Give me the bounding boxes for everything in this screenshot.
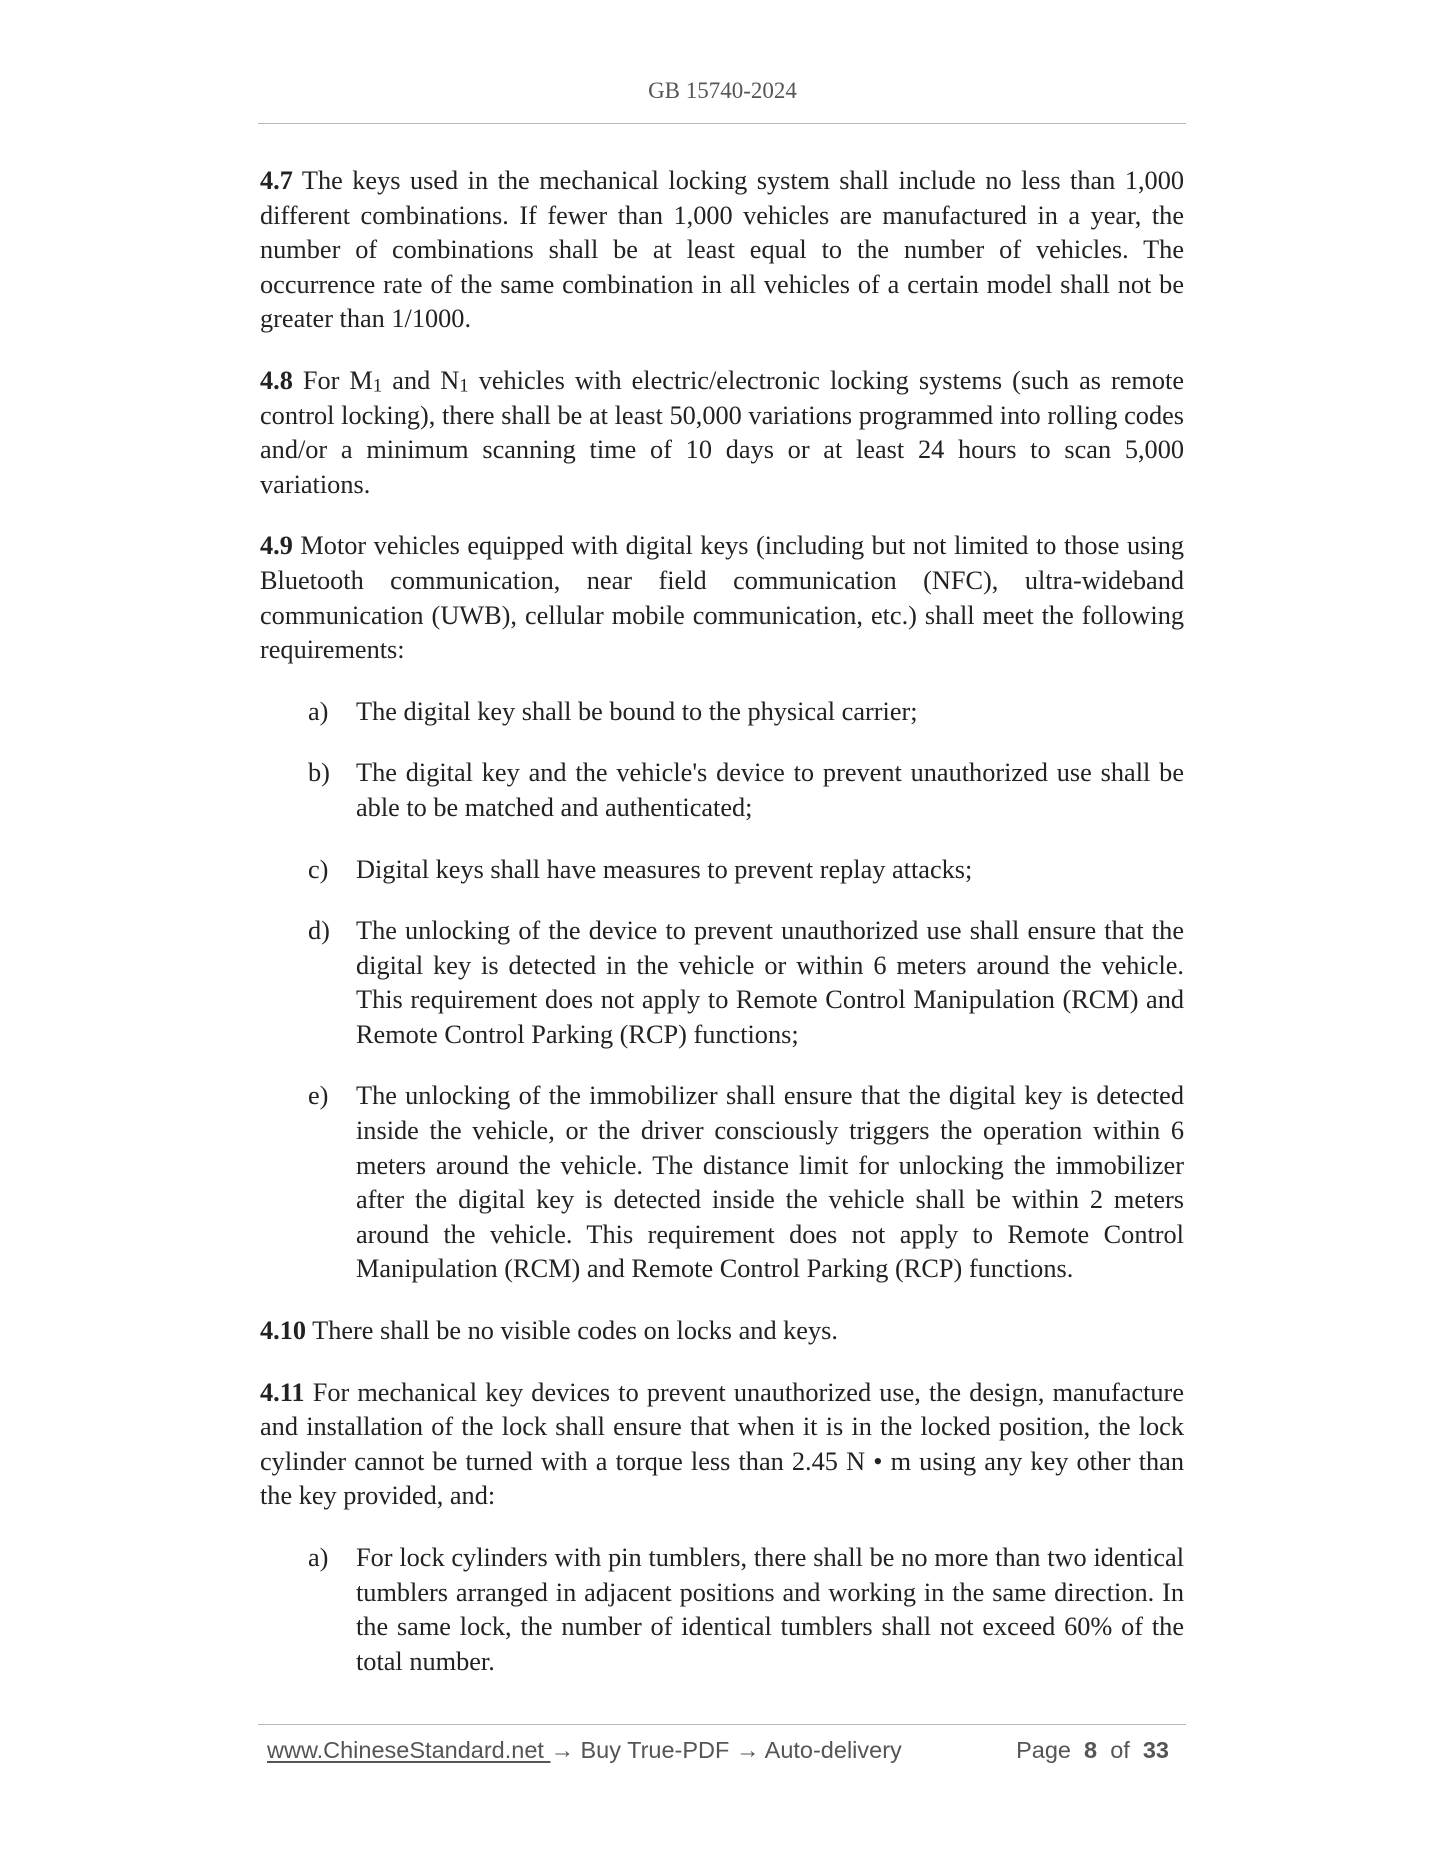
clause-number: 4.10 xyxy=(260,1316,307,1346)
clause-number: 4.9 xyxy=(260,531,293,561)
clause-4-8 xyxy=(260,364,1184,502)
clause-text-part: For M xyxy=(292,365,373,395)
header-rule xyxy=(258,123,1186,124)
arrow-right-icon: → xyxy=(735,1737,760,1763)
item-text: For lock cylinders with pin tumblers, there shall be no more than two identical tumblers arranged in adjacent positions and working in the same direction. In the same lock, the number of identical tumblers shall not exceed 60% of the total number. xyxy=(356,1543,1184,1676)
subscript: 1 xyxy=(372,375,383,397)
footer-promo xyxy=(267,1737,902,1764)
page-header xyxy=(0,78,1445,104)
clause-number: 4.8 xyxy=(260,365,293,395)
list-item xyxy=(260,1541,1184,1679)
clause-text-part: vehicles with electric/electronic locking systems (such as remote control locking), there shall be at least 50,000 variations programmed into rolling codes and/or a minimum scanning time of 10 days or at least 24 hours to scan 5,000 variations. xyxy=(260,365,1184,499)
site-link[interactable]: www.ChineseStandard.net xyxy=(267,1737,551,1763)
current-page: 8 xyxy=(1084,1737,1098,1763)
standard-id: GB 15740-2024 xyxy=(648,78,797,103)
item-text: The digital key and the vehicle's device to prevent unauthorized use shall be able to be matched and authenticated; xyxy=(356,758,1184,822)
page-word: Page xyxy=(1016,1737,1071,1763)
page-indicator xyxy=(1016,1737,1169,1764)
clause-text: There shall be no visible codes on locks and keys. xyxy=(306,1316,838,1346)
page-footer xyxy=(267,1737,1177,1773)
item-label: c) xyxy=(308,854,329,884)
delivery-text: Auto-delivery xyxy=(759,1737,902,1763)
clause-number: 4.7 xyxy=(260,166,293,195)
clause-text: The keys used in the mechanical locking system shall include no less than 1,000 different combinations. If fewer than 1,000 vehicles are manufactured in a year, the number of combinations shall be at least equal to the number of vehicles. The occurrence rate of the same combination in all vehicles of a certain model shall not be greater than 1/1000. xyxy=(260,166,1184,334)
clause-text: For mechanical key devices to prevent unauthorized use, the design, manufacture and installation of the lock shall ensure that when it is in the locked position, the lock cylinder cannot be turned with a torque less than 2.45 N • m using any key other than the key provided, and: xyxy=(260,1377,1184,1511)
of-word: of xyxy=(1110,1737,1130,1763)
clause-text: Motor vehicles equipped with digital keys (including but not limited to those using Bluetooth communication, near field communication (NFC), ultra-wideband communication (UWB), cellular mobile communication, etc.) shall meet the following requirements: xyxy=(260,531,1184,665)
item-text: The digital key shall be bound to the physical carrier; xyxy=(356,696,918,726)
clause-number: 4.11 xyxy=(260,1377,305,1407)
footer-rule xyxy=(258,1724,1186,1725)
clause-4-7 xyxy=(260,164,1184,337)
list-item xyxy=(260,1079,1184,1287)
item-label: a) xyxy=(308,1543,329,1572)
arrow-right-icon: → xyxy=(550,1737,574,1763)
clause-4-11 xyxy=(260,1376,1184,1514)
document-body xyxy=(260,164,1184,1706)
total-pages: 33 xyxy=(1142,1737,1169,1763)
item-text: The unlocking of the device to prevent unauthorized use shall ensure that the digital key is detected in the vehicle or within 6 meters around the vehicle. This requirement does not apply to Remote Control Manipulation (RCM) and Remote Control Parking (RCP) functions; xyxy=(356,916,1184,1049)
item-label: b) xyxy=(308,758,330,788)
item-label: a) xyxy=(308,696,329,726)
clause-4-10 xyxy=(260,1314,1184,1349)
list-item xyxy=(260,853,1184,888)
item-label: e) xyxy=(308,1081,329,1111)
item-text: Digital keys shall have measures to prevent replay attacks; xyxy=(356,854,973,884)
subscript: 1 xyxy=(459,375,469,397)
clause-4-9 xyxy=(260,529,1184,667)
item-label: d) xyxy=(308,916,330,946)
item-text: The unlocking of the immobilizer shall ensure that the digital key is detected inside the vehicle, or the driver consciously triggers the operation within 6 meters around the vehicle. The distance limit for unlocking the immobilizer after the digital key is detected inside the vehicle shall be within 2 meters around the vehicle. This requirement does not apply to Remote Control Manipulation (RCM) and Remote Control Parking (RCP) functions. xyxy=(356,1081,1184,1284)
buy-text: Buy True-PDF xyxy=(573,1737,736,1763)
list-item xyxy=(260,695,1184,730)
clause-text-part: and N xyxy=(382,365,460,395)
list-item xyxy=(260,914,1184,1052)
list-item xyxy=(260,756,1184,825)
